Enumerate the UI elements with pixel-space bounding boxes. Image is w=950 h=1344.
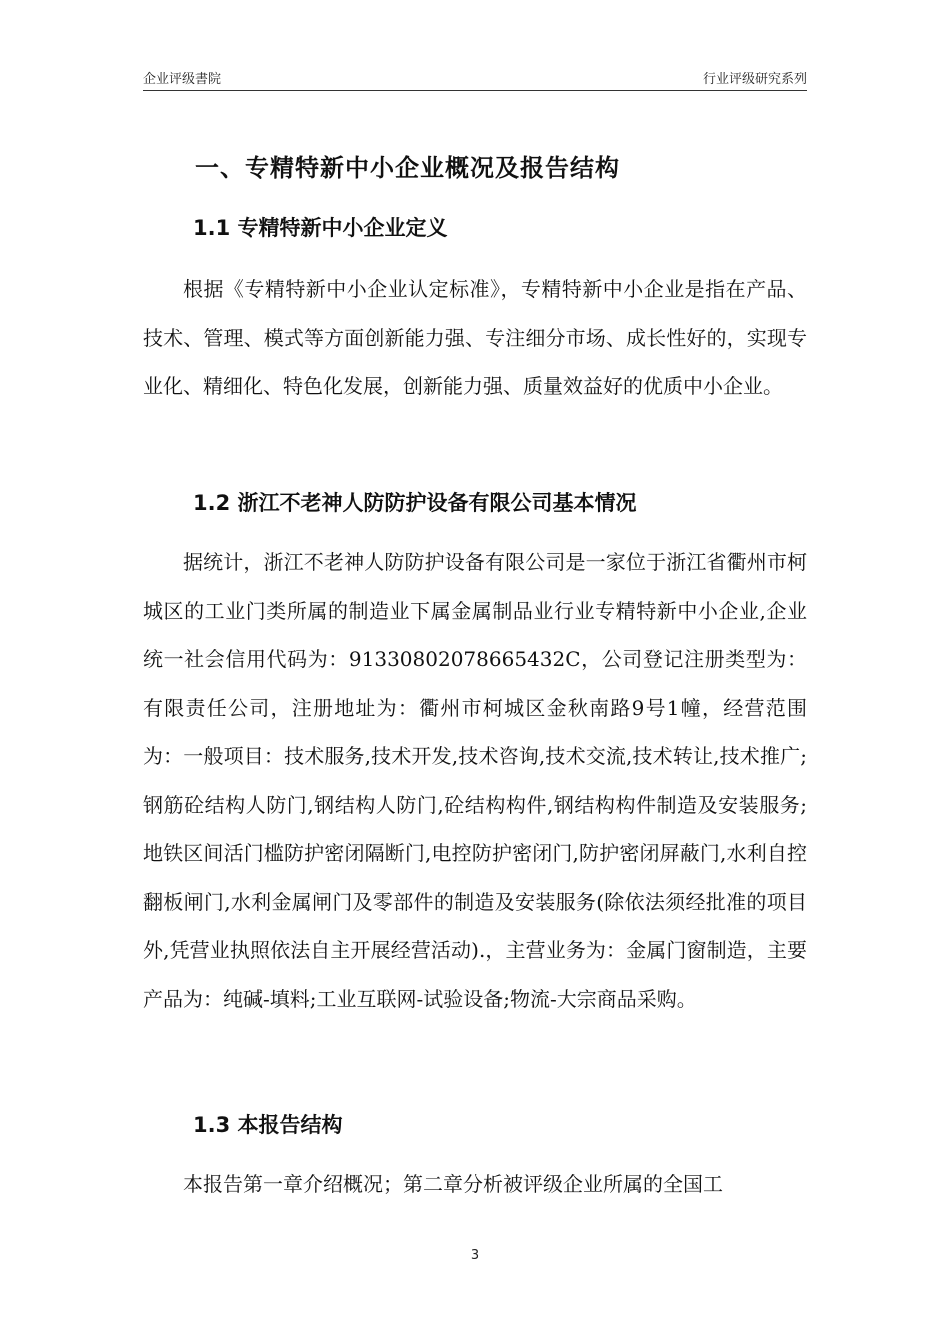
section-1-1-paragraph: 根据《专精特新中小企业认定标准》，专精特新中小企业是指在产品、技术、管理、模式等方面创新能力强、专注细分市场、成长性好的，实现专业化、精细化、特色化发展，创新能力强、质量效益好的优质中小企业。 [143,277,807,398]
section-1-2-paragraph: 据统计，浙江不老神人防防护设备有限公司是一家位于浙江省衢州市柯城区的工业门类所属的制造业下属金属制品业行业专精特新中小企业,企业统一社会信用代码为：91330802078665432C，公司登记注册类型为：有限责任公司，注册地址为：衢州市柯城区金秋南路9号1幢，经营范围为：一般项目：技术服务,技术开发,技术咨询,技术交流,技术转让,技术推广;钢筋砼结构人防门,钢结构人防门,砼结构构件,钢结构构件制造及安装服务;地铁区间活门槛防护密闭隔断门,电控防护密闭门,防护密闭屏蔽门,水利自控翻板闸门,水利金属闸门及零部件的制造及安装服务(除依法须经批准的项目外,凭营业执照依法自主开展经营活动).，主营业务为：金属门窗制造，主要产品为：纯碱-填料;工业互联网-试验设备;物流-大宗商品采购。 [143,550,807,1011]
header-left-text: 企业评级書院 [143,72,222,87]
page-number: 3 [470,1248,480,1263]
header-right-text: 行业评级研究系列 [702,72,807,87]
header-divider [143,90,807,91]
page-header [143,68,807,88]
section-1-3-title: 1.3 本报告结构 [193,1113,343,1137]
section-1-2-title: 1.2 浙江不老神人防防护设备有限公司基本情况 [193,491,637,515]
section-1-1-title: 1.1 专精特新中小企业定义 [193,216,448,240]
chapter-title: 一、专精特新中小企业概况及报告结构 [195,154,620,182]
section-1-3-paragraph: 本报告第一章介绍概况；第二章分析被评级企业所属的全国工 [183,1172,723,1196]
